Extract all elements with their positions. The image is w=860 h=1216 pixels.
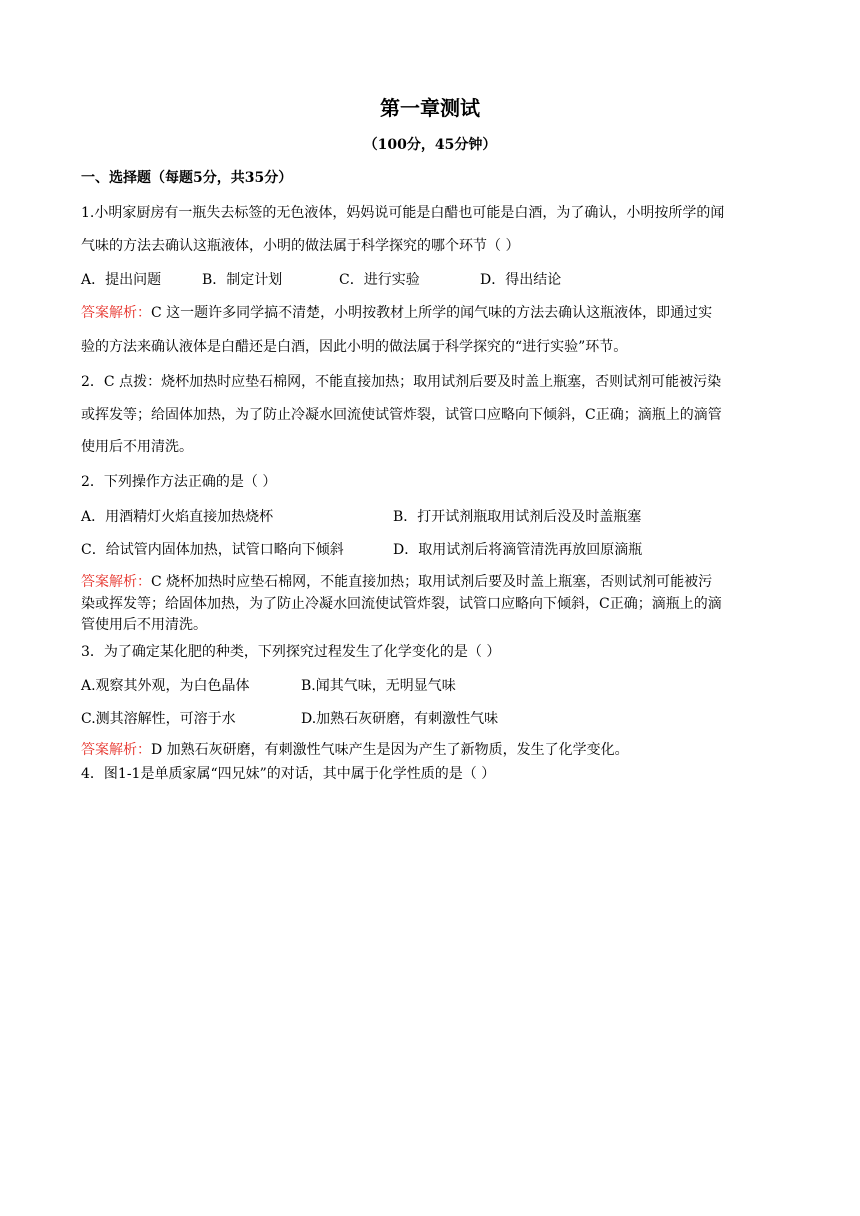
q2-answer-line2: 染或挥发等；给固体加热，为了防止冷凝水回流使试管炸裂，试管口应略向下倾斜，C正确；滴瓶上的滴	[81, 596, 722, 612]
q1-options	[81, 270, 781, 290]
note-line3: 使用后不用清洗。	[81, 439, 193, 455]
q2-option-c: C．给试管内固体加热，试管口略向下倾斜	[81, 542, 344, 558]
q1-stem-line2: 气味的方法去确认这瓶液体，小明的做法属于科学探究的哪个环节（ ）	[81, 238, 520, 254]
q3-options-row2	[81, 709, 781, 729]
q1-option-d: D．得出结论	[480, 272, 562, 288]
q1-option-b: B．制定计划	[202, 272, 283, 288]
q3-option-c: C.测其溶解性，可溶于水	[81, 711, 236, 727]
q2-options-row1	[81, 507, 781, 527]
q3-option-d: D.加熟石灰研磨，有刺激性气味	[301, 711, 499, 727]
page-subtitle: （100分，45分钟）	[363, 137, 497, 153]
q2-answer-line3: 管使用后不用清洗。	[81, 617, 207, 633]
section-heading: 一、选择题（每题5分，共35分）	[81, 170, 293, 186]
q2-answer-line1	[81, 572, 781, 592]
note-line1: 2．C 点拨：烧杯加热时应垫石棉网，不能直接加热；取用试剂后要及时盖上瓶塞，否则试剂可能被污染	[81, 374, 722, 390]
q2-option-b: B．打开试剂瓶取用试剂后没及时盖瓶塞	[393, 509, 642, 525]
q1-option-a: A．提出问题	[81, 272, 162, 288]
q3-answer-line	[81, 740, 781, 760]
q1-option-c: C．进行实验	[339, 272, 420, 288]
q3-options-row1	[81, 676, 781, 696]
page-title: 第一章测试	[380, 96, 480, 120]
answer-label: 答案解析：	[81, 742, 151, 758]
note-line2: 或挥发等；给固体加热，为了防止冷凝水回流使试管炸裂，试管口应略向下倾斜，C正确；滴瓶上的滴管	[81, 407, 722, 423]
q3-option-a: A.观察其外观，为白色晶体	[81, 678, 250, 694]
answer-label: 答案解析：	[81, 574, 151, 590]
q1-stem-line1: 1.小明家厨房有一瓶失去标签的无色液体，妈妈说可能是白醋也可能是白酒，为了确认，小明按所学的闻	[81, 205, 725, 221]
q3-option-b: B.闻其气味，无明显气味	[301, 678, 456, 694]
q2-options-row2	[81, 540, 781, 560]
q3-stem: 3．为了确定某化肥的种类，下列探究过程发生了化学变化的是（ ）	[81, 644, 501, 660]
q2-stem: 2．下列操作方法正确的是（ ）	[81, 474, 277, 490]
q2-answer-text: C 烧杯加热时应垫石棉网，不能直接加热；取用试剂后要及时盖上瓶塞，否则试剂可能被污	[151, 574, 713, 590]
q4-stem: 4．图1-1是单质家属“四兄妹”的对话，其中属于化学性质的是（ ）	[81, 766, 496, 782]
q1-answer-line2: 验的方法来确认液体是白醋还是白酒，因此小明的做法属于科学探究的“进行实验”环节。	[81, 339, 628, 355]
q1-answer-text: C 这一题许多同学搞不清楚，小明按教材上所学的闻气味的方法去确认这瓶液体，即通过实	[151, 305, 713, 321]
q1-answer-line1	[81, 303, 781, 323]
answer-label: 答案解析：	[81, 305, 151, 321]
q3-answer-text: D 加熟石灰研磨，有刺激性气味产生是因为产生了新物质，发生了化学变化。	[151, 742, 629, 758]
q2-option-a: A．用酒精灯火焰直接加热烧杯	[81, 509, 274, 525]
q2-option-d: D．取用试剂后将滴管清洗再放回原滴瓶	[393, 542, 643, 558]
